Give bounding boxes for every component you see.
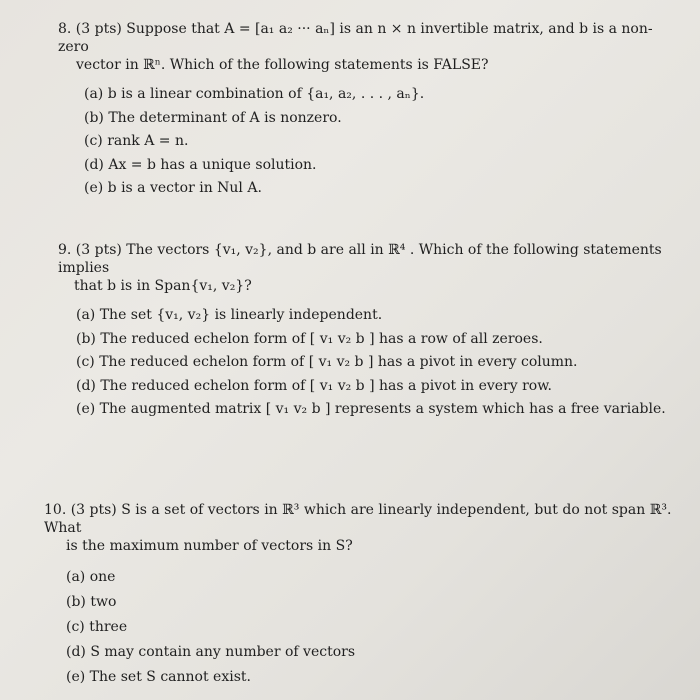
question-10-stem xyxy=(44,501,684,555)
question-8 xyxy=(58,20,678,203)
question-8-stem-line2: vector in ℝⁿ. Which of the following statements is FALSE? xyxy=(76,57,489,73)
question-9-option-e: (e) The augmented matrix [ v₁ v₂ b ] represents a system which has a free variable. xyxy=(76,401,666,417)
question-9-stem-line1: 9. (3 pts) The vectors {v₁, v₂}, and b are all in ℝ⁴ . Which of the following statements implies xyxy=(58,242,662,276)
question-8-option-e: (e) b is a vector in Nul A. xyxy=(84,180,262,196)
question-9-option-a: (a) The set {v₁, v₂} is linearly independent. xyxy=(76,307,383,323)
question-10-options xyxy=(44,568,684,693)
question-8-option-a: (a) b is a linear combination of {a₁, a₂, . . . , aₙ}. xyxy=(84,86,425,102)
question-9-stem xyxy=(58,241,678,295)
question-9-option-c: (c) The reduced echelon form of [ v₁ v₂ b ] has a pivot in every column. xyxy=(76,354,578,370)
question-10-option-b: (b) two xyxy=(66,594,117,610)
question-10-stem-line1: 10. (3 pts) S is a set of vectors in ℝ³ which are linearly independent, but do not span ℝ³. What xyxy=(44,502,672,536)
question-10-option-d: (d) S may contain any number of vectors xyxy=(66,644,356,660)
question-10-option-a: (a) one xyxy=(66,569,116,585)
question-8-option-c: (c) rank A = n. xyxy=(84,133,189,149)
question-8-option-d: (d) Ax = b has a unique solution. xyxy=(84,156,317,173)
question-8-options xyxy=(58,85,678,203)
question-8-stem-line1: 8. (3 pts) Suppose that A = [a₁ a₂ ··· aₙ] is an n × n invertible matrix, and b is a non-zero xyxy=(58,21,653,55)
question-9-stem-line2: that b is in Span{v₁, v₂}? xyxy=(74,278,252,294)
question-10-option-c: (c) three xyxy=(66,619,128,635)
question-8-option-b: (b) The determinant of A is nonzero. xyxy=(84,109,342,126)
question-10-stem-line2: is the maximum number of vectors in S? xyxy=(66,538,353,554)
question-8-stem xyxy=(58,20,678,74)
question-9-options xyxy=(58,306,678,424)
question-10 xyxy=(44,501,684,693)
question-9 xyxy=(58,241,678,424)
question-10-option-e: (e) The set S cannot exist. xyxy=(66,669,251,685)
question-9-option-d: (d) The reduced echelon form of [ v₁ v₂ b ] has a pivot in every row. xyxy=(76,377,553,394)
question-9-option-b: (b) The reduced echelon form of [ v₁ v₂ b ] has a row of all zeroes. xyxy=(76,330,543,347)
